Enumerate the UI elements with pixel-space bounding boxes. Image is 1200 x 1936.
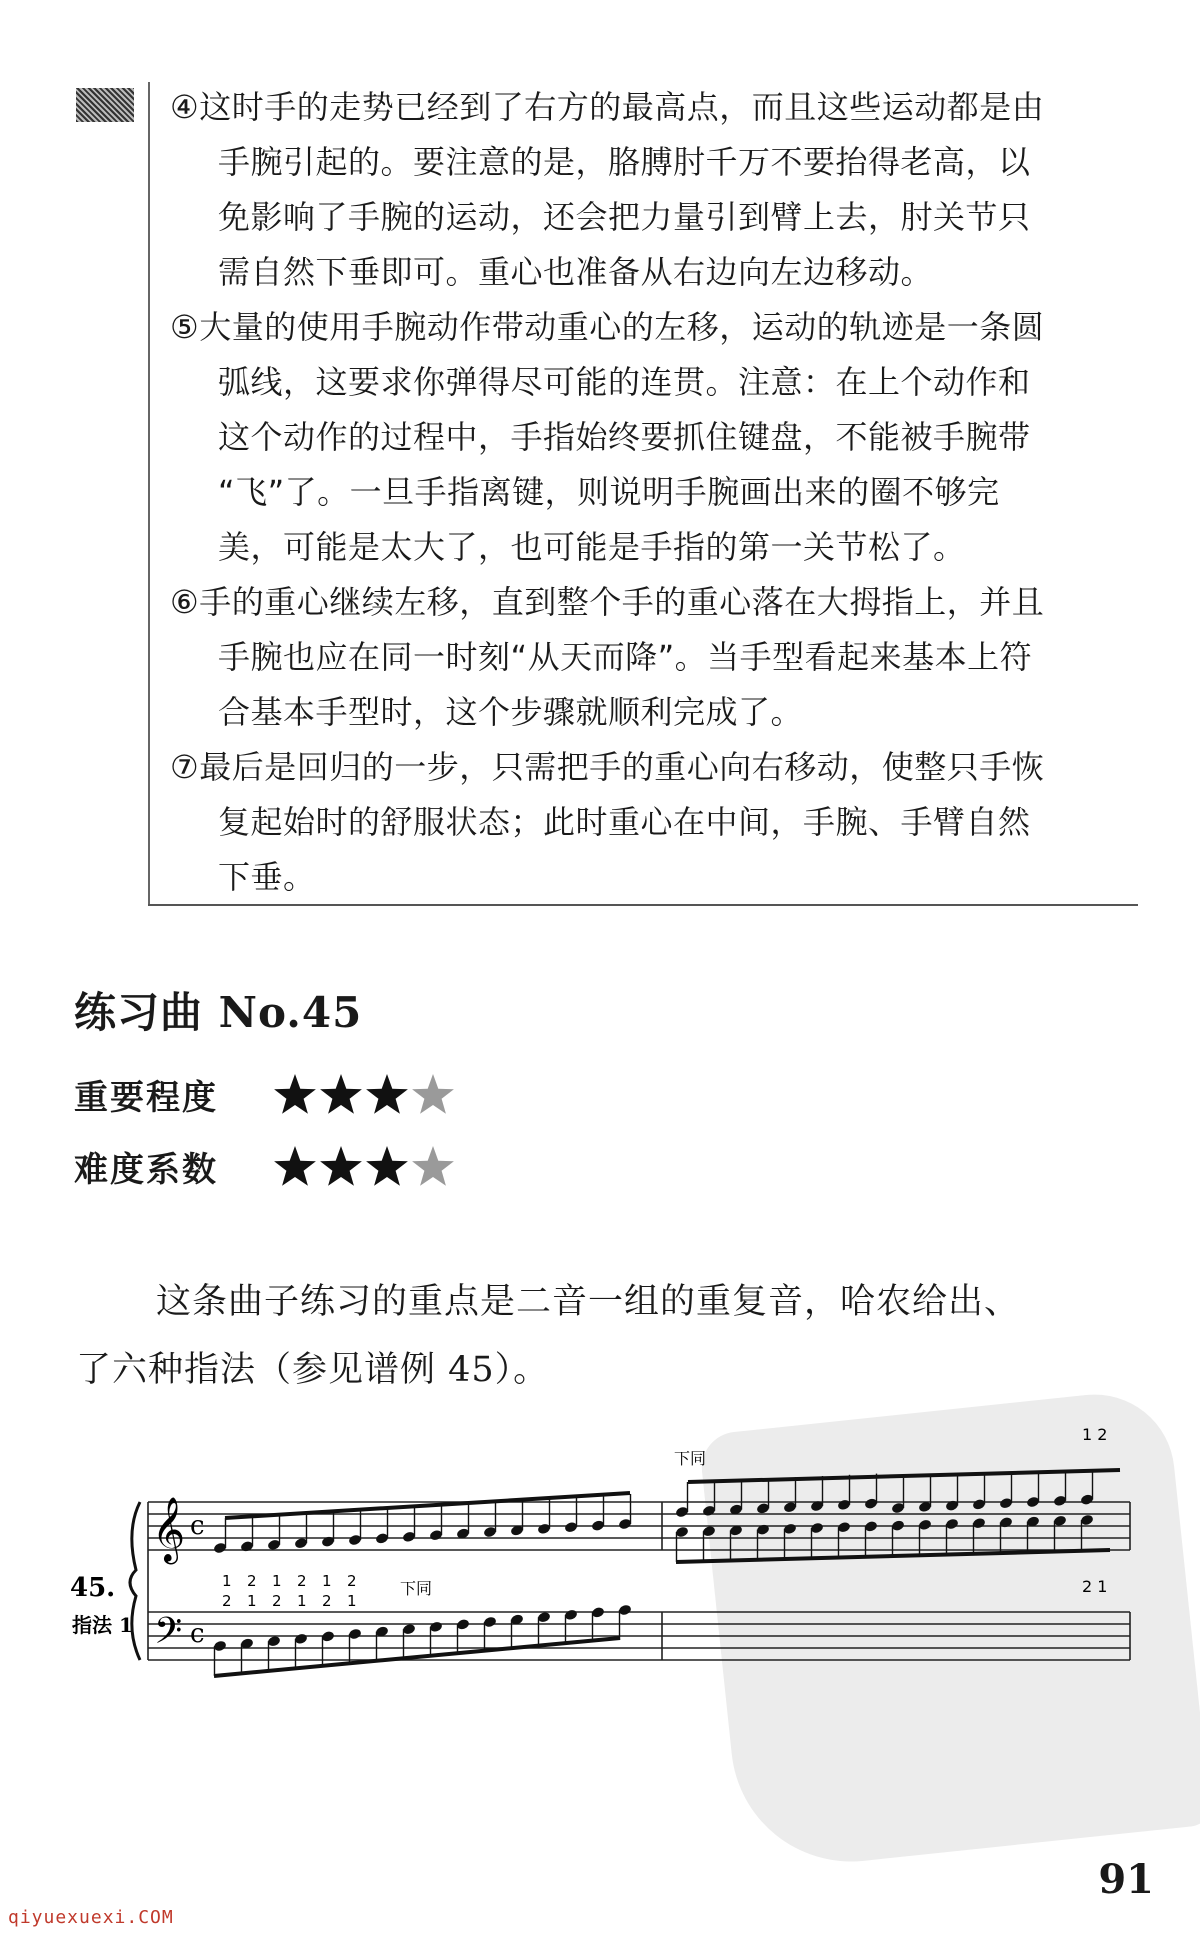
fingering-number: 2 [247, 1572, 257, 1590]
step-6: ⑥手的重心继续左移，直到整个手的重心落在大拇指上，并且 手腕也应在同一时刻“从天而降”。当手型看起来基本上符 合基本手型时，这个步骤就顺利完成了。 [170, 583, 1045, 731]
difficulty-stars [272, 1144, 456, 1190]
music-score [70, 1420, 1150, 1700]
fingering-label: 指法 1 [72, 1613, 133, 1637]
fingering-number: 2 [222, 1592, 232, 1610]
star-filled-icon [272, 1144, 318, 1190]
star-filled-icon [272, 1072, 318, 1118]
step-number: ④ [170, 88, 200, 126]
box-left-border [148, 82, 150, 905]
step-number: ⑥ [170, 583, 200, 621]
time-sig-bass: c [190, 1619, 205, 1649]
star-filled-icon [364, 1072, 410, 1118]
difficulty-rating [74, 1142, 456, 1191]
fingering-number: 2 [272, 1592, 282, 1610]
importance-rating [74, 1070, 456, 1119]
bass-clef-icon: 𝄢 [154, 1610, 183, 1661]
step-number: ⑤ [170, 308, 200, 346]
exercise-title: 练习曲 No.45 [74, 988, 363, 1037]
steps-list [170, 80, 1130, 905]
fingering-number: 1 [297, 1592, 307, 1610]
site-watermark: qiyuexuexi.COM [8, 1907, 174, 1928]
importance-label: 重要程度 [74, 1078, 218, 1118]
step-5: ⑤大量的使用手腕动作带动重心的左移，运动的轨迹是一条圆 弧线，这要求你弹得尽可能的连贯。注意：在上个动作和 这个动作的过程中，手指始终要抓住键盘，不能被手腕带 “飞”了。一旦手指离键，则说明手腕画出来的圈不够完 美，可能是太大了，也可能是手指的第一关节松了。 [170, 308, 1045, 566]
fingering-bottom-right: 2 1 [1082, 1577, 1108, 1596]
fingerings-treble [222, 1572, 357, 1590]
shift-mark: 下同 [400, 1579, 433, 1598]
fingering-number: 1 [272, 1572, 282, 1590]
step-7: ⑦最后是回归的一步，只需把手的重心向右移动，使整只手恢 复起始时的舒服状态；此时重心在中间，手腕、手臂自然 下垂。 [170, 748, 1045, 896]
star-filled-icon [364, 1144, 410, 1190]
fingering-number: 2 [322, 1592, 332, 1610]
star-half-icon [410, 1072, 456, 1118]
step-4: ④这时手的走势已经到了右方的最高点，而且这些运动都是由 手腕引起的。要注意的是，胳膊肘千万不要抬得老高，以 免影响了手腕的运动，还会把力量引到臂上去，肘关节只 需自然下垂即可。重心也准备从右边向左边移动。 [170, 88, 1045, 291]
section-marker-texture [76, 88, 134, 122]
star-half-icon [410, 1144, 456, 1190]
fingering-number: 1 [247, 1592, 257, 1610]
fingering-number: 1 [322, 1572, 332, 1590]
importance-stars [272, 1072, 456, 1118]
fingerings-bass [222, 1592, 357, 1610]
fingering-number: 1 [222, 1572, 232, 1590]
fingering-number: 1 [347, 1592, 357, 1610]
exercise-number: 45. [70, 1573, 116, 1603]
page-number: 91 [1098, 1856, 1154, 1903]
fingering-number: 2 [297, 1572, 307, 1590]
shift-mark: 下同 [674, 1449, 707, 1468]
star-filled-icon [318, 1144, 364, 1190]
intro-paragraph: 这条曲子练习的重点是二音一组的重复音，哈农给出、 了六种指法（参见谱例 45）。 [76, 1282, 1021, 1390]
fingering-top-right: 1 2 [1082, 1425, 1108, 1444]
treble-clef-icon: 𝄞 [152, 1497, 186, 1562]
difficulty-label: 难度系数 [74, 1150, 218, 1190]
star-filled-icon [318, 1072, 364, 1118]
fingering-number: 2 [347, 1572, 357, 1590]
time-sig-treble: c [190, 1511, 205, 1541]
step-number: ⑦ [170, 748, 200, 786]
